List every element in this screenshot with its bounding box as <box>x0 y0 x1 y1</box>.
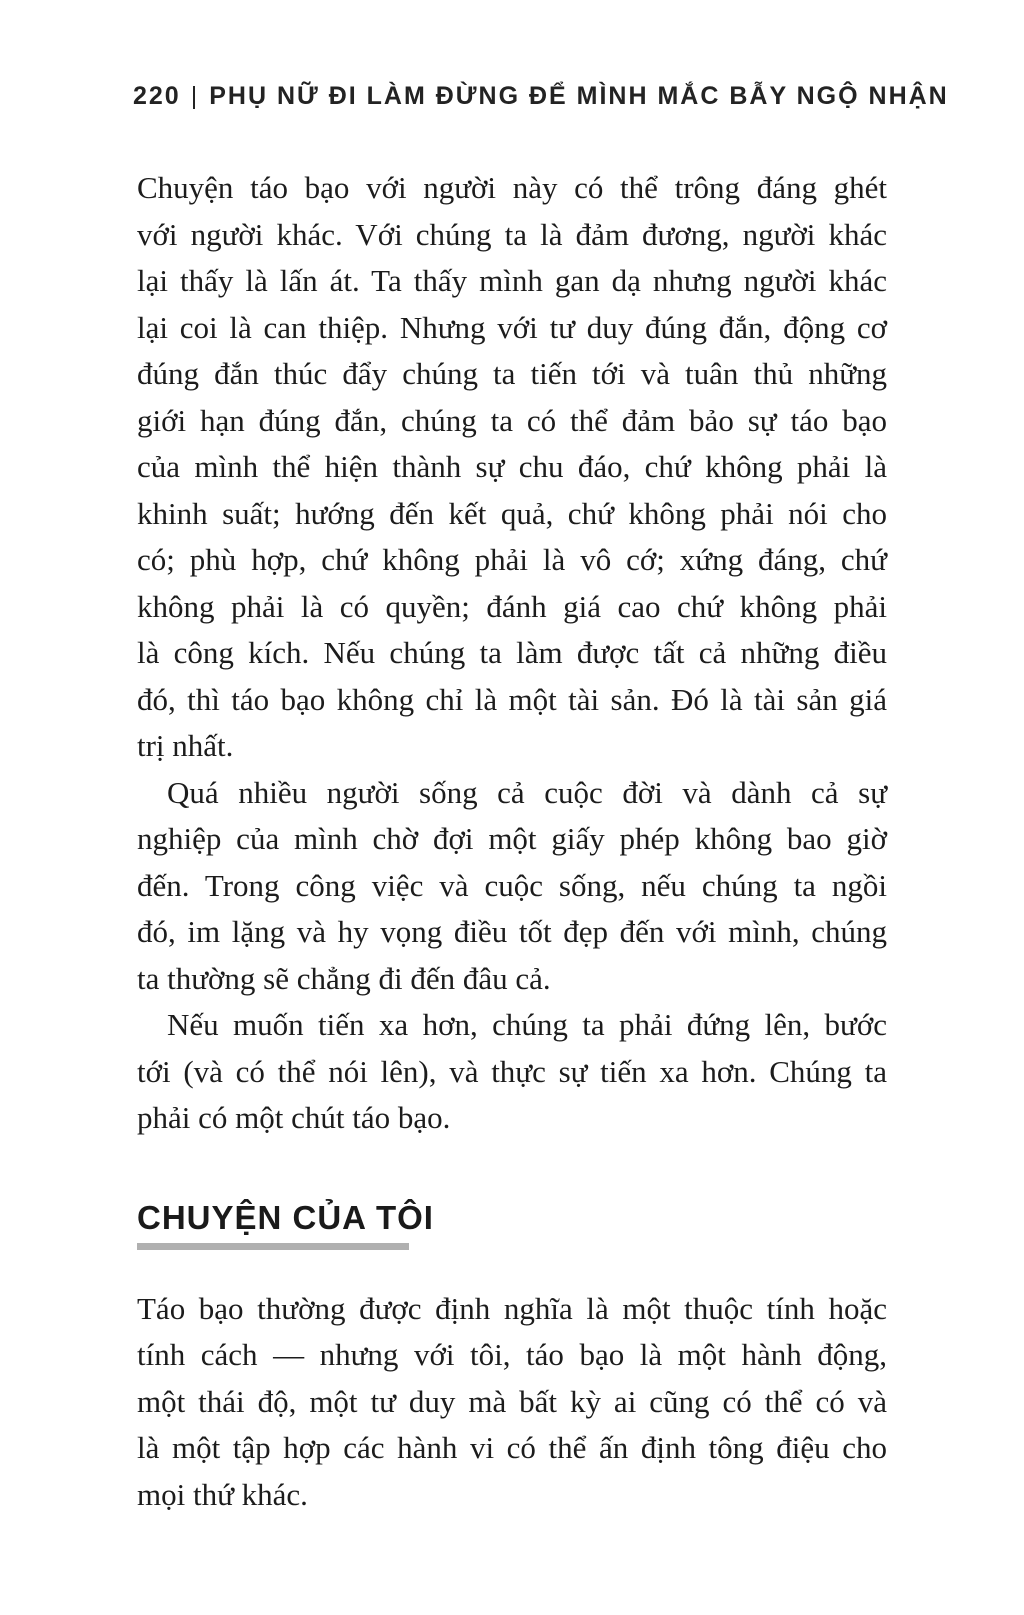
text-line: là một tập hợp các hành vi có thể ấn định tông điệu cho <box>137 1430 887 1465</box>
text-line: tới (và có thể nói lên), và thực sự tiến xa hơn. Chúng ta <box>137 1053 887 1089</box>
running-header <box>133 82 949 111</box>
text-line: Quá nhiều người sống cả cuộc đời và dành cả sự <box>167 774 887 810</box>
text-line: mọi thứ khác. <box>137 1476 308 1512</box>
text-line: với người khác. Với chúng ta là đảm đương, người khác <box>137 216 887 252</box>
text-line: phải có một chút táo bạo. <box>137 1100 451 1135</box>
text-line: đúng đắn thúc đẩy chúng ta tiến tới và tuân thủ những <box>137 356 887 391</box>
text-line: có; phù hợp, chứ không phải là vô cớ; xứng đáng, chứ <box>137 542 887 577</box>
section-heading: CHUYỆN CỦA TÔI <box>137 1198 434 1236</box>
text-line: nghiệp của mình chờ đợi một giấy phép không bao giờ <box>137 821 887 856</box>
header-separator: | <box>190 82 200 110</box>
section-heading-underline <box>137 1243 409 1250</box>
text-line: lại thấy là lấn át. Ta thấy mình gan dạ nhưng người khác <box>137 263 887 298</box>
text-line: không phải là có quyền; đánh giá cao chứ không phải <box>137 588 887 624</box>
text-line: lại coi là can thiệp. Nhưng với tư duy đúng đắn, động cơ <box>137 309 887 345</box>
paragraph <box>137 770 887 1003</box>
page-body <box>137 165 887 1518</box>
text-line: Táo bạo thường được định nghĩa là một thuộc tính hoặc <box>137 1290 887 1326</box>
text-line: Nếu muốn tiến xa hơn, chúng ta phải đứng lên, bước <box>167 1007 887 1042</box>
paragraph <box>137 1002 887 1142</box>
paragraph <box>137 165 887 770</box>
text-line: khinh suất; hướng đến kết quả, chứ không phải nói cho <box>137 495 887 531</box>
text-line: của mình thể hiện thành sự chu đáo, chứ không phải là <box>137 449 887 484</box>
text-line: ta thường sẽ chẳng đi đến đâu cả. <box>137 960 551 996</box>
text-line: đến. Trong công việc và cuộc sống, nếu chúng ta ngồi <box>137 867 887 903</box>
text-line: đó, im lặng và hy vọng điều tốt đẹp đến với mình, chúng <box>137 914 887 949</box>
text-line: giới hạn đúng đắn, chúng ta có thể đảm bảo sự táo bạo <box>137 402 887 438</box>
text-line: trị nhất. <box>137 728 234 763</box>
text-line: đó, thì táo bạo không chỉ là một tài sản. Đó là tài sản giá <box>137 681 887 717</box>
paragraph <box>137 1286 887 1519</box>
text-line: một thái độ, một tư duy mà bất kỳ ai cũng có thể có và <box>137 1383 887 1419</box>
text-line: là công kích. Nếu chúng ta làm được tất cả những điều <box>137 635 887 670</box>
section-heading-block <box>137 1198 887 1250</box>
text-line: Chuyện táo bạo với người này có thể trông đáng ghét <box>137 170 887 205</box>
page-number: 220 <box>133 82 181 110</box>
book-title: PHỤ NỮ ĐI LÀM ĐỪNG ĐỂ MÌNH MẮC BẪY NGỘ NHẬN <box>209 82 949 110</box>
text-line: tính cách — nhưng với tôi, táo bạo là một hành động, <box>137 1337 887 1372</box>
